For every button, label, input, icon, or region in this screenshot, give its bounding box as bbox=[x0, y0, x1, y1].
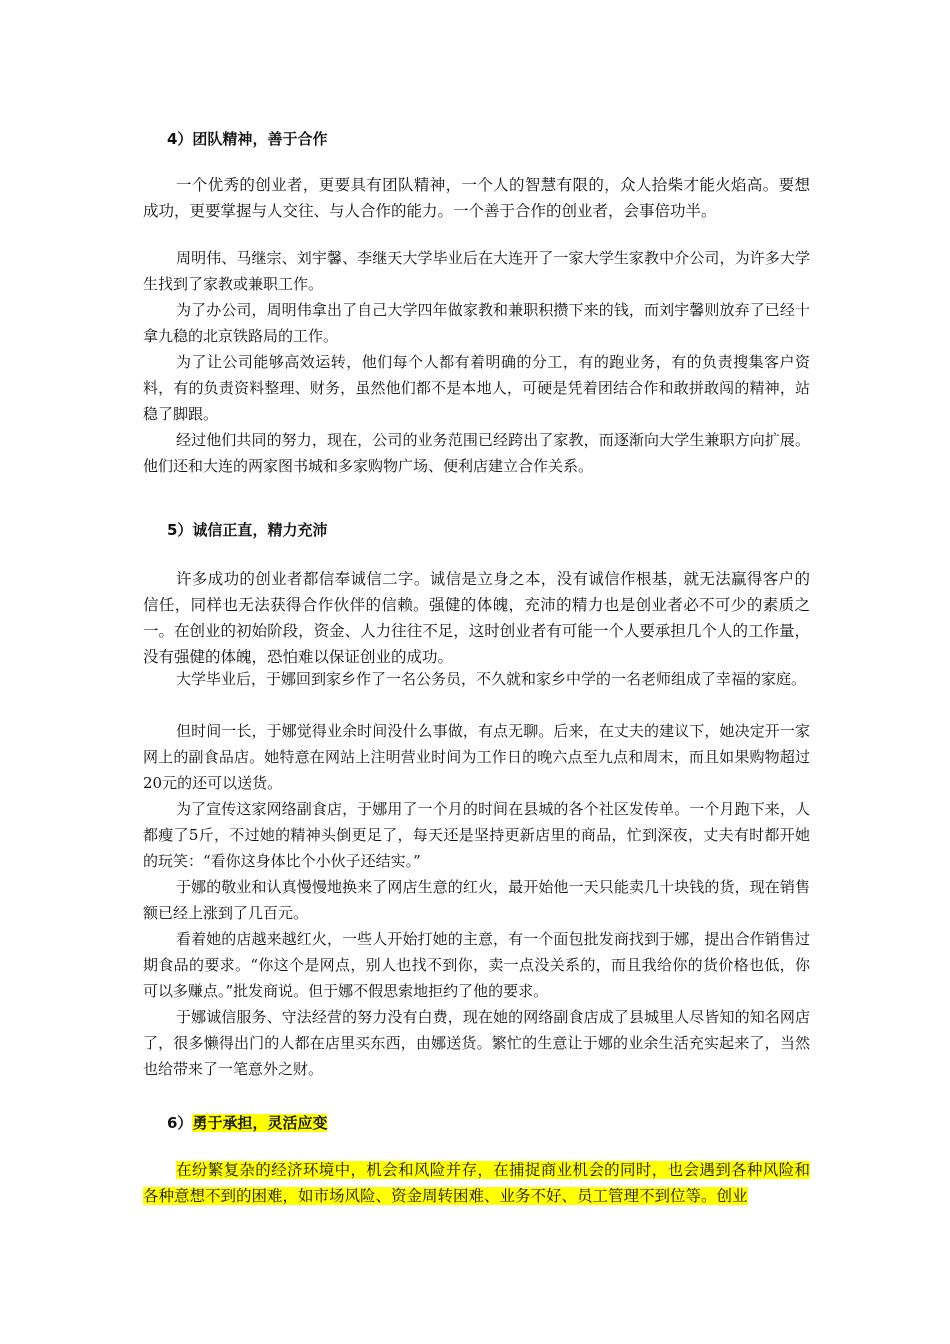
section-5-title: 5）诚信正直，精力充沛 bbox=[167, 521, 328, 539]
section-5-story-p1: 大学毕业后，于娜回到家乡作了一名公务员，不久就和家乡中学的一名老师组成了幸福的家庭。 bbox=[176, 670, 807, 688]
section-4-story-p3: 为了让公司能够高效运转，他们每个人都有着明确的分工，有的跑业务，有的负责搜集客户资料，有的负责资料整理、财务，虽然他们都不是本地人，可硬是凭着团结合作和敢拼敢闯的精神，站稳了脚跟。 bbox=[143, 353, 810, 423]
section-5-story-p5: 看着她的店越来越红火，一些人开始打她的主意，有一个面包批发商找到于娜，提出合作销售过期食品的要求。“你这个是网点，别人也找不到你，卖一点没关系的，而且我给你的货价格也低，你可以多赚点。”批发商说。但于娜不假思索地拒约了他的要求。 bbox=[143, 930, 810, 1000]
section-5-story-p6: 于娜诚信服务、守法经营的努力没有白费，现在她的网络副食店成了县城里人尽皆知的知名网店了，很多懒得出门的人都在店里买东西，由娜送货。繁忙的生意让于娜的业余生活充实起来了，当然也给带来了一笔意外之财。 bbox=[143, 1008, 810, 1078]
section-6-intro bbox=[143, 1157, 810, 1209]
section-6-intro-highlighted: 在纷繁复杂的经济环境中，机会和风险并存，在捕捉商业机会的同时，也会遇到各种风险和各种意想不到的困难，如市场风险、资金周转困难、业务不好、员工管理不到位等。创业 bbox=[143, 1161, 810, 1205]
section-5-story-p4: 于娜的敬业和认真慢慢地换来了网店生意的红火，最开始他一天只能卖几十块钱的货，现在销售额已经上涨到了几百元。 bbox=[143, 878, 810, 922]
section-4-title: 4）团队精神，善于合作 bbox=[167, 130, 328, 148]
section-4-intro: 一个优秀的创业者，更要具有团队精神，一个人的智慧有限的，众人拾柴才能火焰高。要想成功，更要掌握与人交往、与人合作的能力。一个善于合作的创业者，会事倍功半。 bbox=[143, 176, 810, 220]
section-5-story-p3: 为了宣传这家网络副食店，于娜用了一个月的时间在县城的各个社区发传单。一个月跑下来，人都瘦了5斤，不过她的精神头倒更足了，每天还是坚持更新店里的商品，忙到深夜，丈夫有时都开她的玩笑：“看你这身体比个小伙子还结实。” bbox=[143, 800, 810, 870]
section-5-intro: 许多成功的创业者都信奉诚信二字。诚信是立身之本，没有诚信作根基，就无法赢得客户的信任，同样也无法获得合作伙伴的信赖。强健的体魄，充沛的精力也是创业者必不可少的素质之一。在创业的初始阶段，资金、人力往往不足，这时创业者有可能一个人要承担几个人的工作量，没有强健的体魄，恐怕难以保证创业的成功。 bbox=[143, 570, 810, 666]
section-6-title bbox=[167, 1112, 327, 1134]
section-4-story-p2: 为了办公司，周明伟拿出了自己大学四年做家教和兼职积攒下来的钱，而刘宇馨则放弃了已经十拿九稳的北京铁路局的工作。 bbox=[143, 301, 810, 345]
section-4-story-p4: 经过他们共同的努力，现在，公司的业务范围已经跨出了家教，而逐渐向大学生兼职方向扩展。他们还和大连的两家图书城和多家购物广场、便利店建立合作关系。 bbox=[143, 431, 810, 475]
section-6-title-highlighted: 勇于承担，灵活应变 bbox=[192, 1114, 328, 1132]
section-6-number: 6） bbox=[167, 1114, 193, 1132]
section-5-story-p2: 但时间一长，于娜觉得业余时间没什么事做，有点无聊。后来，在丈夫的建议下，她决定开一家网上的副食品店。她特意在网站上注明营业时间为工作日的晚六点至九点和周末，而且如果购物超过20元的还可以送货。 bbox=[143, 722, 810, 792]
section-4-story-p1: 周明伟、马继宗、刘宇馨、李继天大学毕业后在大连开了一家大学生家教中介公司，为许多大学生找到了家教或兼职工作。 bbox=[143, 249, 810, 293]
